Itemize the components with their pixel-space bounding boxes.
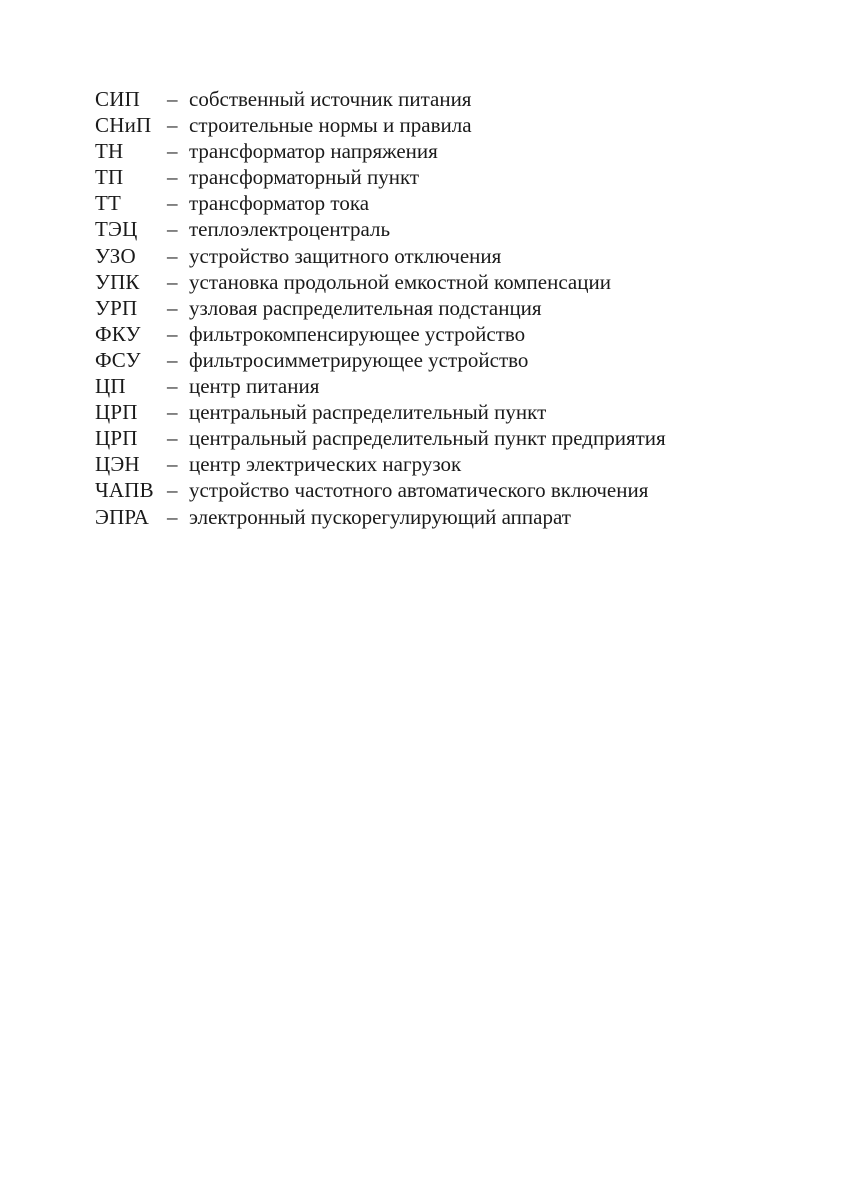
abbreviation-definition: установка продольной емкостной компенсации xyxy=(189,269,611,294)
abbreviation-term: УПК xyxy=(95,269,140,294)
abbreviation-row xyxy=(95,477,666,503)
abbreviation-term: ТН xyxy=(95,139,124,164)
abbreviation-definition: фильтросимметрирующее устройство xyxy=(189,347,529,372)
abbreviation-term: ЦРП xyxy=(95,400,138,425)
abbreviation-definition: устройство частотного автоматического включения xyxy=(189,478,649,503)
abbreviation-dash: – xyxy=(167,347,178,372)
abbreviation-row xyxy=(95,269,666,295)
abbreviation-term: ЦП xyxy=(95,374,126,399)
abbreviation-dash: – xyxy=(167,295,178,320)
abbreviation-dash: – xyxy=(167,478,178,503)
abbreviation-dash: – xyxy=(167,452,178,477)
abbreviation-definition: трансформаторный пункт xyxy=(189,165,420,190)
abbreviation-row xyxy=(95,399,666,425)
abbreviation-definition: теплоэлектроцентраль xyxy=(189,217,391,242)
abbreviation-term: УРП xyxy=(95,295,138,320)
abbreviation-definition: фильтрокомпенсирующее устройство xyxy=(189,321,526,346)
abbreviation-row xyxy=(95,504,666,530)
abbreviation-dash: – xyxy=(167,87,178,111)
abbreviation-definition: узловая распределительная подстанция xyxy=(189,295,542,320)
abbreviation-definition: электронный пускорегулирующий аппарат xyxy=(189,504,571,529)
abbreviation-row xyxy=(95,321,666,347)
abbreviation-row xyxy=(95,425,666,451)
abbreviation-dash: – xyxy=(167,217,178,242)
abbreviation-row xyxy=(95,373,666,399)
abbreviation-dash: – xyxy=(167,139,178,164)
abbreviation-term: ФКУ xyxy=(95,321,141,346)
abbreviation-list xyxy=(95,86,666,530)
abbreviation-row xyxy=(95,112,666,138)
abbreviation-row xyxy=(95,295,666,321)
abbreviation-dash: – xyxy=(167,504,178,529)
abbreviation-dash: – xyxy=(167,165,178,190)
abbreviation-term: ФСУ xyxy=(95,347,141,372)
abbreviation-row xyxy=(95,190,666,216)
abbreviation-definition: центральный распределительный пункт предприятия xyxy=(189,426,666,451)
abbreviation-row xyxy=(95,86,666,112)
abbreviation-dash: – xyxy=(167,321,178,346)
abbreviation-term: ЭПРА xyxy=(95,504,149,529)
abbreviation-definition: центр питания xyxy=(189,374,320,399)
abbreviation-row xyxy=(95,138,666,164)
abbreviation-definition: трансформатор напряжения xyxy=(189,139,438,164)
abbreviation-definition: собственный источник питания xyxy=(189,87,472,111)
abbreviation-term: СНиП xyxy=(95,113,152,138)
abbreviation-dash: – xyxy=(167,269,178,294)
abbreviation-definition: строительные нормы и правила xyxy=(189,113,472,138)
abbreviation-term: ЧАПВ xyxy=(95,478,154,503)
abbreviation-definition: трансформатор тока xyxy=(189,191,370,216)
abbreviation-term: ТТ xyxy=(95,191,122,216)
abbreviation-term: СИП xyxy=(95,87,140,111)
abbreviation-dash: – xyxy=(167,191,178,216)
abbreviation-definition: центр электрических нагрузок xyxy=(189,452,462,477)
abbreviation-row xyxy=(95,451,666,477)
abbreviation-dash: – xyxy=(167,400,178,425)
abbreviation-dash: – xyxy=(167,113,178,138)
abbreviation-term: УЗО xyxy=(95,243,136,268)
abbreviation-dash: – xyxy=(167,426,178,451)
abbreviation-term: ТЭЦ xyxy=(95,217,138,242)
abbreviation-row xyxy=(95,347,666,373)
abbreviation-definition: устройство защитного отключения xyxy=(189,243,502,268)
abbreviation-row xyxy=(95,164,666,190)
abbreviation-dash: – xyxy=(167,243,178,268)
abbreviation-row xyxy=(95,216,666,242)
abbreviation-row xyxy=(95,243,666,269)
abbreviation-term: ЦРП xyxy=(95,426,138,451)
abbreviation-dash: – xyxy=(167,374,178,399)
abbreviation-term: ЦЭН xyxy=(95,452,140,477)
abbreviation-definition: центральный распределительный пункт xyxy=(189,400,547,425)
abbreviation-term: ТП xyxy=(95,165,124,190)
